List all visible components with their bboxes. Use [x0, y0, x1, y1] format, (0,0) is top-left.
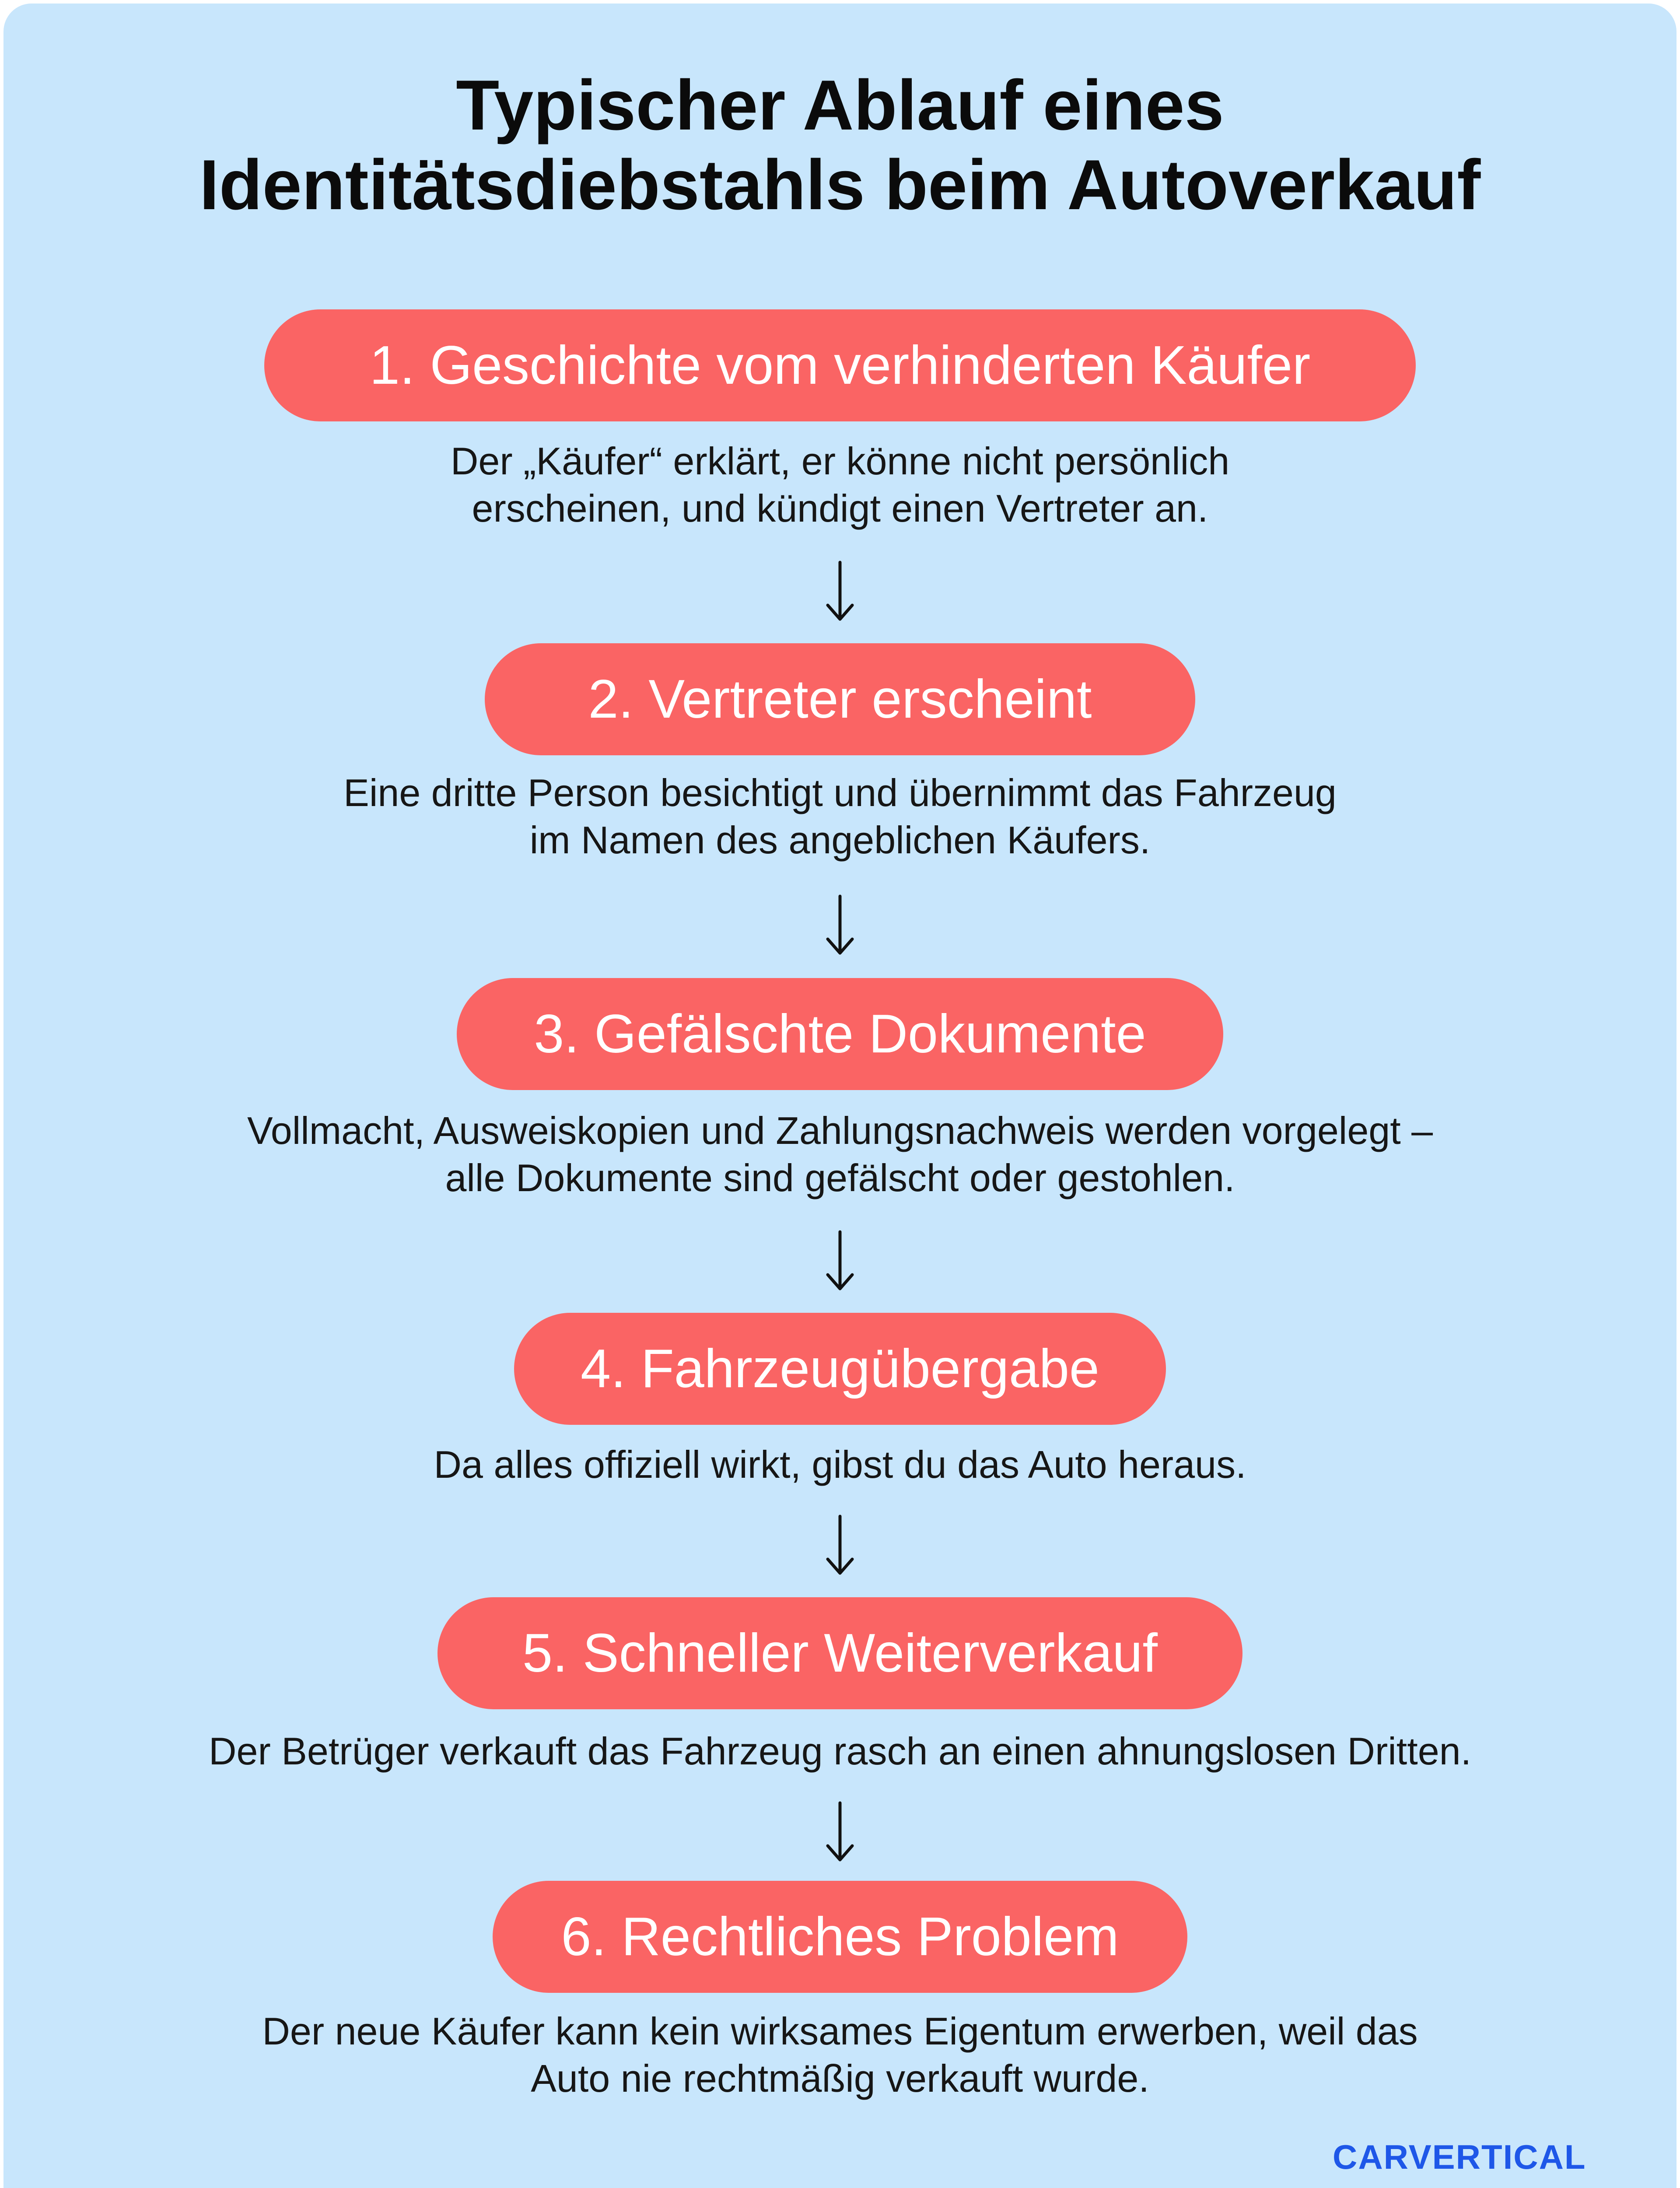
step-1-label: 1. Geschichte vom verhinderten Käufer	[369, 335, 1311, 396]
arrow-down-icon	[822, 1512, 858, 1578]
step-3-description	[0, 1107, 1680, 1202]
arrow-down-icon	[822, 558, 858, 624]
carvertical-logo: CARVERTICAL	[1333, 2138, 1586, 2176]
arrow-down-icon	[822, 1227, 858, 1293]
step-5-pill	[438, 1597, 1242, 1709]
arrow-down-icon	[822, 1799, 858, 1864]
step-2-desc-line-1: Eine dritte Person besichtigt und übernimmt das Fahrzeug	[343, 771, 1337, 814]
step-1-desc-line-1: Der „Käufer“ erklärt, er könne nicht persönlich	[450, 439, 1230, 483]
arrow-down-icon	[822, 892, 858, 957]
title-line-2: Identitätsdiebstahls beim Autoverkauf	[199, 145, 1481, 224]
step-2-pill	[485, 643, 1195, 755]
step-6-desc-line-1: Der neue Käufer kann kein wirksames Eigentum erwerben, weil das	[262, 2009, 1418, 2053]
step-5-description	[0, 1728, 1680, 1775]
step-4-pill	[514, 1313, 1166, 1425]
step-1-desc-line-2: erscheinen, und kündigt einen Vertreter an.	[472, 487, 1208, 530]
step-5-desc-line-1: Der Betrüger verkauft das Fahrzeug rasch an einen ahnungslosen Dritten.	[208, 1729, 1472, 1773]
step-3-pill	[457, 978, 1223, 1090]
step-2-description	[0, 769, 1680, 864]
step-2-desc-line-2: im Namen des angeblichen Käufers.	[529, 818, 1151, 862]
step-4-label: 4. Fahrzeugübergabe	[581, 1339, 1099, 1399]
step-3-desc-line-2: alle Dokumente sind gefälscht oder gestohlen.	[445, 1156, 1235, 1199]
title-line-1: Typischer Ablauf eines	[456, 66, 1224, 145]
step-6-description	[0, 2008, 1680, 2102]
step-3-label: 3. Gefälschte Dokumente	[534, 1004, 1146, 1064]
step-5-label: 5. Schneller Weiterverkauf	[522, 1623, 1158, 1683]
step-6-label: 6. Rechtliches Problem	[561, 1907, 1119, 1967]
page-title	[0, 66, 1680, 225]
step-6-pill	[493, 1881, 1187, 1993]
step-2-label: 2. Vertreter erscheint	[588, 669, 1092, 729]
step-4-desc-line-1: Da alles offiziell wirkt, gibst du das Auto heraus.	[434, 1443, 1246, 1486]
step-3-desc-line-1: Vollmacht, Ausweiskopien und Zahlungsnachweis werden vorgelegt –	[247, 1109, 1433, 1152]
step-1-description	[0, 438, 1680, 532]
step-6-desc-line-2: Auto nie rechtmäßig verkauft wurde.	[531, 2057, 1149, 2100]
step-4-description	[0, 1441, 1680, 1488]
step-1-pill	[264, 309, 1416, 421]
